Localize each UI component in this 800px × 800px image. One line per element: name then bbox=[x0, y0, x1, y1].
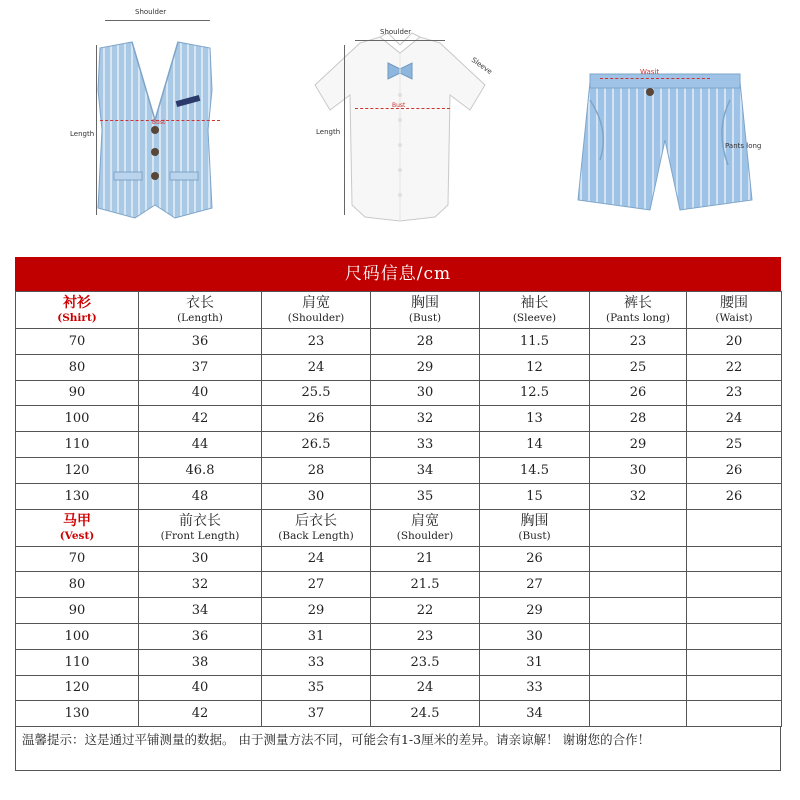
shirt-size-row bbox=[16, 329, 782, 355]
size-cell: 26.5 bbox=[262, 432, 371, 458]
size-cell: 48 bbox=[139, 483, 262, 509]
vest-length-label: Length bbox=[70, 130, 95, 138]
size-cell: 21 bbox=[371, 546, 480, 572]
size-cell bbox=[590, 701, 687, 727]
size-cell: 14 bbox=[480, 432, 590, 458]
size-cell: 40 bbox=[139, 675, 262, 701]
pants-waist-line bbox=[600, 78, 710, 79]
size-cell: 42 bbox=[139, 701, 262, 727]
size-cell: 35 bbox=[371, 483, 480, 509]
vest-header-cell bbox=[480, 509, 590, 546]
size-cell bbox=[590, 546, 687, 572]
size-cell bbox=[687, 649, 782, 675]
size-cell: 33 bbox=[262, 649, 371, 675]
shirt-header-cell bbox=[480, 292, 590, 329]
shirt-size-row bbox=[16, 483, 782, 509]
size-cell: 100 bbox=[16, 406, 139, 432]
size-cell: 24 bbox=[687, 406, 782, 432]
size-cell: 29 bbox=[262, 598, 371, 624]
size-cell: 31 bbox=[480, 649, 590, 675]
size-chart-title: 尺码信息/cm bbox=[15, 257, 781, 291]
size-cell: 27 bbox=[480, 572, 590, 598]
size-cell: 29 bbox=[371, 354, 480, 380]
size-cell: 32 bbox=[371, 406, 480, 432]
size-cell: 24 bbox=[262, 546, 371, 572]
size-cell: 26 bbox=[590, 380, 687, 406]
size-cell: 110 bbox=[16, 649, 139, 675]
vest-size-row bbox=[16, 701, 782, 727]
size-cell bbox=[590, 572, 687, 598]
size-cell: 42 bbox=[139, 406, 262, 432]
shirt-header-cell bbox=[371, 292, 480, 329]
size-cell: 30 bbox=[139, 546, 262, 572]
size-cell: 23 bbox=[687, 380, 782, 406]
size-cell: 34 bbox=[139, 598, 262, 624]
size-cell: 20 bbox=[687, 329, 782, 355]
shirt-bust-label: Bust bbox=[392, 102, 406, 109]
header-cn-label: 裤长 bbox=[624, 295, 652, 311]
size-cell: 25 bbox=[687, 432, 782, 458]
size-cell: 25 bbox=[590, 354, 687, 380]
size-cell: 32 bbox=[590, 483, 687, 509]
size-cell: 34 bbox=[371, 457, 480, 483]
header-cn-label: 胸围 bbox=[411, 295, 439, 311]
header-en-label: (Sleeve) bbox=[512, 312, 557, 324]
header-cn-label: 腰围 bbox=[720, 295, 748, 311]
vest-header-row bbox=[16, 509, 782, 546]
size-cell: 22 bbox=[687, 354, 782, 380]
vest-length-line bbox=[96, 45, 97, 215]
size-cell: 80 bbox=[16, 572, 139, 598]
size-cell: 22 bbox=[371, 598, 480, 624]
size-cell: 36 bbox=[139, 623, 262, 649]
size-cell: 90 bbox=[16, 380, 139, 406]
header-cn-label: 衬衫 bbox=[63, 295, 91, 311]
size-cell: 26 bbox=[480, 546, 590, 572]
vest-header-cell bbox=[371, 509, 480, 546]
header-en-label: (Length) bbox=[177, 312, 223, 324]
size-cell: 70 bbox=[16, 329, 139, 355]
size-cell: 33 bbox=[480, 675, 590, 701]
size-cell: 30 bbox=[262, 483, 371, 509]
size-cell: 23 bbox=[590, 329, 687, 355]
vest-header-cell bbox=[16, 509, 139, 546]
vest-size-row bbox=[16, 623, 782, 649]
size-cell: 46.8 bbox=[139, 457, 262, 483]
vest-size-row bbox=[16, 649, 782, 675]
header-en-label: (Shoulder) bbox=[396, 529, 454, 542]
shirt-header-cell bbox=[139, 292, 262, 329]
pants-long-label: Pants long bbox=[725, 142, 762, 150]
shirt-header-row bbox=[16, 292, 782, 329]
shirt-header-cell bbox=[262, 292, 371, 329]
size-cell: 29 bbox=[590, 432, 687, 458]
size-cell: 28 bbox=[371, 329, 480, 355]
header-en-label: (Front Length) bbox=[160, 529, 240, 542]
shirt-size-row bbox=[16, 354, 782, 380]
size-cell: 33 bbox=[371, 432, 480, 458]
header-en-label: (Shoulder) bbox=[287, 312, 345, 324]
shirt-header-cell bbox=[590, 292, 687, 329]
vest-size-row bbox=[16, 572, 782, 598]
size-cell: 100 bbox=[16, 623, 139, 649]
size-cell: 31 bbox=[262, 623, 371, 649]
shirt-size-row bbox=[16, 406, 782, 432]
header-cn-label: 前衣长 bbox=[179, 512, 221, 529]
size-cell: 44 bbox=[139, 432, 262, 458]
size-chart bbox=[15, 257, 781, 771]
header-en-label: (Waist) bbox=[715, 312, 753, 324]
size-cell: 12.5 bbox=[480, 380, 590, 406]
vest-bust-label: Bust bbox=[152, 119, 166, 126]
header-cn-label: 后衣长 bbox=[295, 512, 337, 529]
size-cell: 130 bbox=[16, 483, 139, 509]
vest-header-cell bbox=[590, 509, 687, 546]
header-cn-label: 衣长 bbox=[186, 295, 214, 311]
header-cn-label: 肩宽 bbox=[302, 295, 330, 311]
size-cell bbox=[687, 546, 782, 572]
size-cell: 11.5 bbox=[480, 329, 590, 355]
shirt-sleeve-label: Sleeve bbox=[469, 55, 494, 77]
size-cell: 24.5 bbox=[371, 701, 480, 727]
size-cell: 26 bbox=[687, 483, 782, 509]
size-cell bbox=[687, 701, 782, 727]
size-cell: 130 bbox=[16, 701, 139, 727]
size-cell: 30 bbox=[480, 623, 590, 649]
shirt-size-row bbox=[16, 457, 782, 483]
size-cell: 24 bbox=[371, 675, 480, 701]
vest-header-cell bbox=[687, 509, 782, 546]
size-cell: 15 bbox=[480, 483, 590, 509]
header-en-label: (Pants long) bbox=[606, 312, 670, 324]
size-cell: 30 bbox=[371, 380, 480, 406]
vest-shoulder-line bbox=[105, 20, 210, 21]
size-cell bbox=[590, 623, 687, 649]
shirt-length-line bbox=[344, 45, 345, 215]
size-cell bbox=[590, 598, 687, 624]
header-en-label: (Back Length) bbox=[278, 529, 354, 542]
size-cell: 34 bbox=[480, 701, 590, 727]
size-cell: 36 bbox=[139, 329, 262, 355]
size-cell: 40 bbox=[139, 380, 262, 406]
size-cell: 29 bbox=[480, 598, 590, 624]
header-en-label: (Bust) bbox=[408, 312, 442, 324]
size-cell: 21.5 bbox=[371, 572, 480, 598]
size-cell: 27 bbox=[262, 572, 371, 598]
size-cell: 80 bbox=[16, 354, 139, 380]
size-cell: 14.5 bbox=[480, 457, 590, 483]
size-cell bbox=[687, 572, 782, 598]
size-cell bbox=[687, 675, 782, 701]
size-cell: 120 bbox=[16, 457, 139, 483]
header-en-label: (Bust) bbox=[518, 529, 551, 542]
size-cell: 13 bbox=[480, 406, 590, 432]
size-note: 温馨提示：这是通过平铺测量的数据。 由于测量方法不同，可能会有1-3厘米的差异。请亲谅解！ 谢谢您的合作！ bbox=[15, 727, 781, 771]
size-cell: 26 bbox=[262, 406, 371, 432]
size-cell: 23 bbox=[262, 329, 371, 355]
size-cell: 28 bbox=[262, 457, 371, 483]
shirt-shoulder-line bbox=[355, 40, 445, 41]
size-cell bbox=[687, 623, 782, 649]
size-cell: 30 bbox=[590, 457, 687, 483]
header-en-label: (Shirt) bbox=[57, 312, 97, 324]
shirt-length-label: Length bbox=[316, 128, 341, 136]
shirt-header-cell bbox=[687, 292, 782, 329]
size-cell: 28 bbox=[590, 406, 687, 432]
header-en-label: (Vest) bbox=[59, 529, 95, 542]
size-cell: 23.5 bbox=[371, 649, 480, 675]
header-cn-label: 肩宽 bbox=[411, 512, 439, 529]
vest-header-cell bbox=[262, 509, 371, 546]
header-cn-label: 胸围 bbox=[520, 512, 549, 529]
size-cell: 37 bbox=[262, 701, 371, 727]
vest-image bbox=[80, 30, 230, 230]
shirt-shoulder-label: Shoulder bbox=[380, 28, 412, 36]
product-images bbox=[0, 0, 800, 255]
size-cell: 25.5 bbox=[262, 380, 371, 406]
size-cell: 90 bbox=[16, 598, 139, 624]
size-cell: 32 bbox=[139, 572, 262, 598]
vest-size-row bbox=[16, 675, 782, 701]
size-cell bbox=[590, 649, 687, 675]
size-cell bbox=[590, 675, 687, 701]
size-cell: 120 bbox=[16, 675, 139, 701]
size-cell: 35 bbox=[262, 675, 371, 701]
vest-size-row bbox=[16, 598, 782, 624]
vest-drawing bbox=[80, 30, 230, 230]
size-cell bbox=[687, 598, 782, 624]
size-cell: 26 bbox=[687, 457, 782, 483]
header-cn-label: 袖长 bbox=[520, 295, 549, 311]
header-cn-label: 马甲 bbox=[63, 512, 91, 529]
shirt-size-row bbox=[16, 432, 782, 458]
size-cell: 70 bbox=[16, 546, 139, 572]
size-cell: 38 bbox=[139, 649, 262, 675]
vest-shoulder-label: Shoulder bbox=[135, 8, 167, 16]
pants-waist-label: Wasit bbox=[640, 68, 660, 76]
size-cell: 24 bbox=[262, 354, 371, 380]
shirt-header-cell bbox=[16, 292, 139, 329]
vest-size-row bbox=[16, 546, 782, 572]
size-table bbox=[15, 291, 782, 727]
size-cell: 110 bbox=[16, 432, 139, 458]
size-cell: 23 bbox=[371, 623, 480, 649]
shirt-size-row bbox=[16, 380, 782, 406]
size-cell: 12 bbox=[480, 354, 590, 380]
size-cell: 37 bbox=[139, 354, 262, 380]
vest-header-cell bbox=[139, 509, 262, 546]
